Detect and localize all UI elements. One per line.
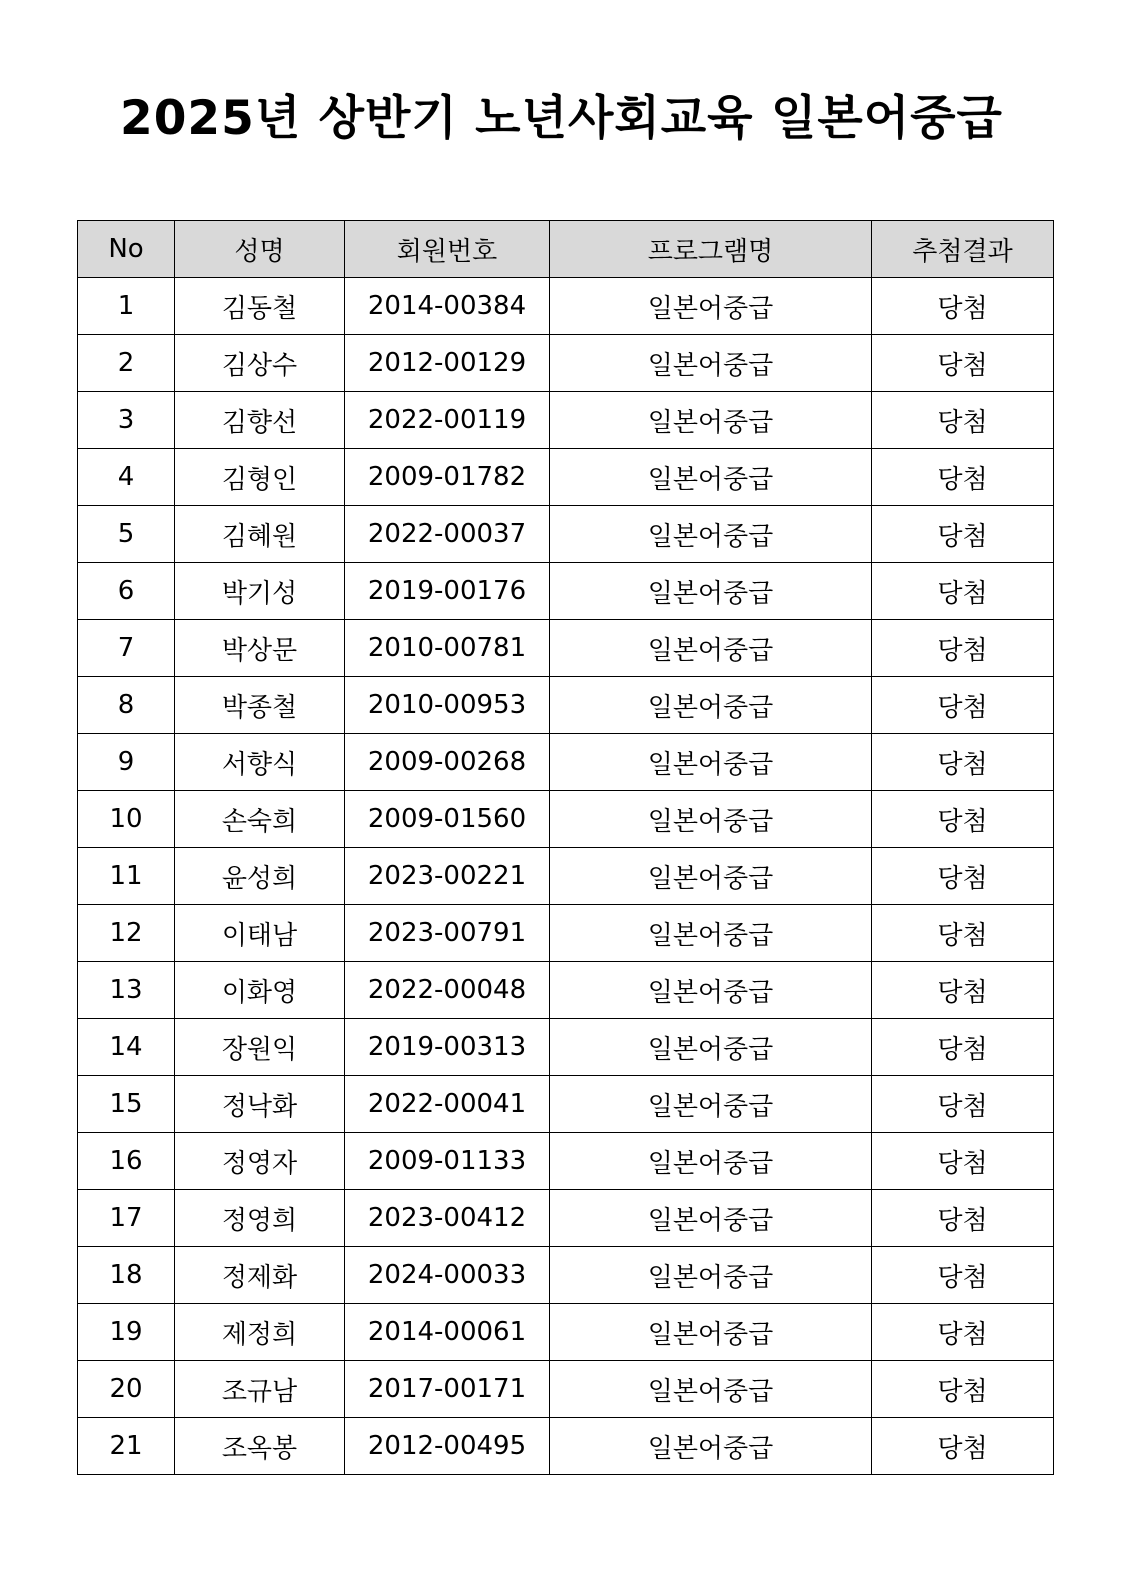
cell-name: 조옥봉 — [175, 1418, 345, 1475]
cell-member-number: 2022-00037 — [345, 506, 550, 563]
cell-member-number: 2009-01782 — [345, 449, 550, 506]
cell-program-name: 일본어중급 — [550, 905, 872, 962]
cell-no: 20 — [78, 1361, 175, 1418]
cell-lottery-result: 당첨 — [872, 563, 1054, 620]
cell-name: 박상문 — [175, 620, 345, 677]
table-row — [78, 1190, 1054, 1247]
cell-name: 정영희 — [175, 1190, 345, 1247]
table-row — [78, 1304, 1054, 1361]
cell-no: 17 — [78, 1190, 175, 1247]
cell-member-number: 2022-00048 — [345, 962, 550, 1019]
cell-member-number: 2014-00061 — [345, 1304, 550, 1361]
cell-program-name: 일본어중급 — [550, 677, 872, 734]
cell-program-name: 일본어중급 — [550, 734, 872, 791]
cell-program-name: 일본어중급 — [550, 848, 872, 905]
cell-no: 14 — [78, 1019, 175, 1076]
cell-name: 김동철 — [175, 278, 345, 335]
cell-no: 11 — [78, 848, 175, 905]
header-program-name: 프로그램명 — [550, 221, 872, 278]
cell-program-name: 일본어중급 — [550, 1076, 872, 1133]
cell-program-name: 일본어중급 — [550, 1418, 872, 1475]
table-header — [78, 221, 1054, 278]
table-row — [78, 278, 1054, 335]
cell-program-name: 일본어중급 — [550, 1133, 872, 1190]
table-row — [78, 1076, 1054, 1133]
cell-member-number: 2024-00033 — [345, 1247, 550, 1304]
table-row — [78, 620, 1054, 677]
cell-no: 10 — [78, 791, 175, 848]
cell-name: 제정희 — [175, 1304, 345, 1361]
cell-member-number: 2023-00412 — [345, 1190, 550, 1247]
cell-lottery-result: 당첨 — [872, 506, 1054, 563]
cell-program-name: 일본어중급 — [550, 1304, 872, 1361]
cell-lottery-result: 당첨 — [872, 278, 1054, 335]
cell-member-number: 2012-00495 — [345, 1418, 550, 1475]
cell-no: 12 — [78, 905, 175, 962]
cell-lottery-result: 당첨 — [872, 1190, 1054, 1247]
cell-member-number: 2010-00953 — [345, 677, 550, 734]
cell-lottery-result: 당첨 — [872, 620, 1054, 677]
cell-name: 조규남 — [175, 1361, 345, 1418]
cell-member-number: 2019-00313 — [345, 1019, 550, 1076]
cell-program-name: 일본어중급 — [550, 278, 872, 335]
cell-member-number: 2009-00268 — [345, 734, 550, 791]
cell-program-name: 일본어중급 — [550, 791, 872, 848]
table-row — [78, 335, 1054, 392]
cell-program-name: 일본어중급 — [550, 335, 872, 392]
table-row — [78, 563, 1054, 620]
cell-member-number: 2023-00791 — [345, 905, 550, 962]
table-row — [78, 905, 1054, 962]
table-row — [78, 791, 1054, 848]
header-no: No — [78, 221, 175, 278]
cell-name: 서향식 — [175, 734, 345, 791]
cell-no: 7 — [78, 620, 175, 677]
cell-program-name: 일본어중급 — [550, 1190, 872, 1247]
cell-no: 5 — [78, 506, 175, 563]
header-member-number: 회원번호 — [345, 221, 550, 278]
cell-name: 이화영 — [175, 962, 345, 1019]
cell-member-number: 2009-01133 — [345, 1133, 550, 1190]
cell-lottery-result: 당첨 — [872, 1247, 1054, 1304]
cell-program-name: 일본어중급 — [550, 392, 872, 449]
cell-lottery-result: 당첨 — [872, 1076, 1054, 1133]
table-row — [78, 392, 1054, 449]
table-row — [78, 1019, 1054, 1076]
table-body — [78, 278, 1054, 1475]
table-row — [78, 962, 1054, 1019]
cell-program-name: 일본어중급 — [550, 620, 872, 677]
cell-name: 정제화 — [175, 1247, 345, 1304]
table-row — [78, 1133, 1054, 1190]
page-title: 2025년 상반기 노년사회교육 일본어중급 — [120, 91, 1003, 146]
header-lottery-result: 추첨결과 — [872, 221, 1054, 278]
cell-name: 박기성 — [175, 563, 345, 620]
cell-name: 김향선 — [175, 392, 345, 449]
cell-no: 19 — [78, 1304, 175, 1361]
cell-no: 4 — [78, 449, 175, 506]
table-row — [78, 848, 1054, 905]
cell-name: 김혜원 — [175, 506, 345, 563]
cell-no: 16 — [78, 1133, 175, 1190]
table-row — [78, 506, 1054, 563]
cell-member-number: 2019-00176 — [345, 563, 550, 620]
cell-name: 손숙희 — [175, 791, 345, 848]
cell-lottery-result: 당첨 — [872, 392, 1054, 449]
cell-lottery-result: 당첨 — [872, 734, 1054, 791]
lottery-results-table — [77, 220, 1054, 1475]
header-name: 성명 — [175, 221, 345, 278]
cell-name: 장원익 — [175, 1019, 345, 1076]
cell-lottery-result: 당첨 — [872, 848, 1054, 905]
cell-member-number: 2010-00781 — [345, 620, 550, 677]
cell-member-number: 2022-00119 — [345, 392, 550, 449]
cell-program-name: 일본어중급 — [550, 1361, 872, 1418]
cell-lottery-result: 당첨 — [872, 1304, 1054, 1361]
cell-no: 3 — [78, 392, 175, 449]
cell-no: 13 — [78, 962, 175, 1019]
cell-lottery-result: 당첨 — [872, 1133, 1054, 1190]
table-row — [78, 677, 1054, 734]
cell-member-number: 2022-00041 — [345, 1076, 550, 1133]
cell-lottery-result: 당첨 — [872, 791, 1054, 848]
cell-program-name: 일본어중급 — [550, 962, 872, 1019]
cell-member-number: 2023-00221 — [345, 848, 550, 905]
cell-lottery-result: 당첨 — [872, 962, 1054, 1019]
cell-no: 18 — [78, 1247, 175, 1304]
table-row — [78, 449, 1054, 506]
cell-lottery-result: 당첨 — [872, 1361, 1054, 1418]
cell-lottery-result: 당첨 — [872, 677, 1054, 734]
cell-name: 윤성희 — [175, 848, 345, 905]
cell-name: 정낙화 — [175, 1076, 345, 1133]
cell-no: 8 — [78, 677, 175, 734]
cell-lottery-result: 당첨 — [872, 335, 1054, 392]
cell-member-number: 2014-00384 — [345, 278, 550, 335]
cell-no: 9 — [78, 734, 175, 791]
cell-program-name: 일본어중급 — [550, 1247, 872, 1304]
cell-name: 정영자 — [175, 1133, 345, 1190]
cell-member-number: 2009-01560 — [345, 791, 550, 848]
table-row — [78, 1418, 1054, 1475]
cell-no: 15 — [78, 1076, 175, 1133]
cell-name: 김상수 — [175, 335, 345, 392]
cell-no: 21 — [78, 1418, 175, 1475]
cell-member-number: 2012-00129 — [345, 335, 550, 392]
cell-lottery-result: 당첨 — [872, 1019, 1054, 1076]
cell-lottery-result: 당첨 — [872, 1418, 1054, 1475]
cell-name: 박종철 — [175, 677, 345, 734]
cell-program-name: 일본어중급 — [550, 563, 872, 620]
cell-lottery-result: 당첨 — [872, 905, 1054, 962]
cell-lottery-result: 당첨 — [872, 449, 1054, 506]
cell-no: 6 — [78, 563, 175, 620]
header-row — [78, 221, 1054, 278]
table-row — [78, 1247, 1054, 1304]
cell-no: 2 — [78, 335, 175, 392]
cell-name: 이태남 — [175, 905, 345, 962]
cell-program-name: 일본어중급 — [550, 1019, 872, 1076]
cell-program-name: 일본어중급 — [550, 506, 872, 563]
cell-no: 1 — [78, 278, 175, 335]
cell-member-number: 2017-00171 — [345, 1361, 550, 1418]
table-row — [78, 1361, 1054, 1418]
cell-name: 김형인 — [175, 449, 345, 506]
cell-program-name: 일본어중급 — [550, 449, 872, 506]
table-row — [78, 734, 1054, 791]
